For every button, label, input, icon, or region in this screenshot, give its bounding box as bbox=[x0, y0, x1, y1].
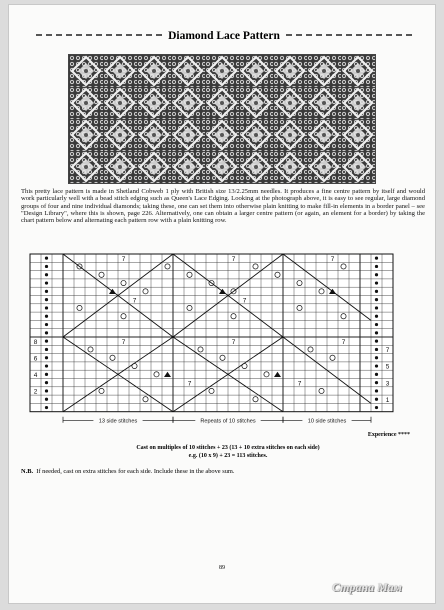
bead-dot bbox=[375, 356, 378, 359]
bead-dot bbox=[45, 398, 48, 401]
bead-dot bbox=[45, 348, 48, 351]
bead-dot bbox=[375, 406, 378, 409]
site-watermark: Страна Мам bbox=[332, 580, 402, 594]
bead-dot bbox=[375, 331, 378, 334]
stitch-count-label: 7 bbox=[297, 380, 302, 388]
stitch-count-label: 7 bbox=[330, 255, 335, 263]
lace-photo bbox=[68, 54, 376, 184]
bead-dot bbox=[45, 356, 48, 359]
bead-dot bbox=[45, 273, 48, 276]
bead-dot bbox=[375, 381, 378, 384]
bead-dot bbox=[45, 298, 48, 301]
nb-note bbox=[21, 468, 421, 475]
stitch-count-label: 7 bbox=[231, 255, 236, 263]
lace-photo-image bbox=[69, 55, 375, 183]
stitch-count-label: 7 bbox=[187, 380, 192, 388]
row-number-right: 7 bbox=[385, 347, 390, 355]
bead-dot bbox=[45, 257, 48, 260]
row-number-right: 3 bbox=[385, 380, 390, 388]
bead-dot bbox=[45, 364, 48, 367]
cast-on-line-1: Cast on multiples of 10 stitches + 23 (13 + 10 extra stitches on each side) bbox=[136, 445, 320, 451]
stitch-count-label: 7 bbox=[132, 297, 137, 305]
page-title-wrap bbox=[36, 28, 412, 44]
row-number-left: 2 bbox=[33, 388, 38, 396]
bead-dot bbox=[375, 364, 378, 367]
bead-dot bbox=[375, 298, 378, 301]
bead-dot bbox=[45, 290, 48, 293]
stitch-count-label: 7 bbox=[242, 297, 247, 305]
knitting-chart bbox=[18, 248, 426, 437]
bead-dot bbox=[375, 273, 378, 276]
bracket-label: Repeats of 10 stitches bbox=[200, 418, 256, 425]
experience-rating: Experience **** bbox=[367, 432, 410, 438]
book-page bbox=[8, 4, 436, 604]
bead-dot bbox=[45, 281, 48, 284]
bead-dot bbox=[375, 290, 378, 293]
page-title: Diamond Lace Pattern bbox=[162, 30, 286, 42]
bead-dot bbox=[45, 389, 48, 392]
bead-dot bbox=[375, 315, 378, 318]
row-number-left: 6 bbox=[33, 355, 38, 363]
bead-dot bbox=[45, 315, 48, 318]
bead-dot bbox=[375, 389, 378, 392]
body-text: This pretty lace pattern is made in Shetland Cobweb 1 ply with British size 13/2.25mm needles. It produces a fine centre pattern by itself and would work particularly well with a bead stitch edging such as Queen's Lace Edging. Looking at the photograph above, it is easy to see regular, large diamond groups of four and nine individual diamonds; taking these, one can set them into otherwise plain knitting to make fill-in elements in a border panel – see "Design Library", where this is shown, page 226. Alternatively, one can obtain a larger centre pattern (or again, an element for a border) by taking the chart pattern below and alternating each pattern row with a plain knitting row. bbox=[21, 188, 425, 225]
row-number-right: 5 bbox=[385, 363, 390, 371]
row-number-right: 1 bbox=[385, 396, 390, 404]
nb-text: If needed, cast on extra stitches for each side. Include these in the above sum. bbox=[36, 468, 235, 475]
stitch-count-label: 7 bbox=[121, 338, 126, 346]
bead-dot bbox=[375, 348, 378, 351]
bracket-label: 13 side stitches bbox=[98, 418, 138, 425]
cast-on-instructions bbox=[78, 444, 378, 460]
bead-dot bbox=[375, 323, 378, 326]
bead-dot bbox=[45, 306, 48, 309]
bead-dot bbox=[375, 281, 378, 284]
stitch-count-label: 7 bbox=[341, 338, 346, 346]
nb-label: N.B. bbox=[21, 468, 34, 475]
bead-dot bbox=[375, 257, 378, 260]
stitch-count-label: 7 bbox=[231, 338, 236, 346]
bead-dot bbox=[375, 373, 378, 376]
bead-dot bbox=[45, 340, 48, 343]
cast-on-line-2: e.g. (10 x 9) + 23 = 113 stitches. bbox=[188, 453, 268, 459]
bracket-label: 10 side stitches bbox=[307, 418, 347, 425]
bead-dot bbox=[45, 373, 48, 376]
title-row bbox=[36, 28, 412, 44]
row-number-left: 8 bbox=[33, 338, 38, 346]
bead-dot bbox=[45, 406, 48, 409]
bead-dot bbox=[45, 265, 48, 268]
bead-dot bbox=[375, 306, 378, 309]
row-number-left: 4 bbox=[33, 372, 38, 379]
stitch-count-label: 7 bbox=[121, 255, 126, 263]
bead-dot bbox=[45, 331, 48, 334]
bead-dot bbox=[45, 381, 48, 384]
page-number: 89 bbox=[219, 565, 225, 571]
bead-dot bbox=[375, 340, 378, 343]
bead-dot bbox=[45, 323, 48, 326]
knitting-chart-grid bbox=[18, 248, 426, 432]
bead-dot bbox=[375, 265, 378, 268]
bead-dot bbox=[375, 398, 378, 401]
